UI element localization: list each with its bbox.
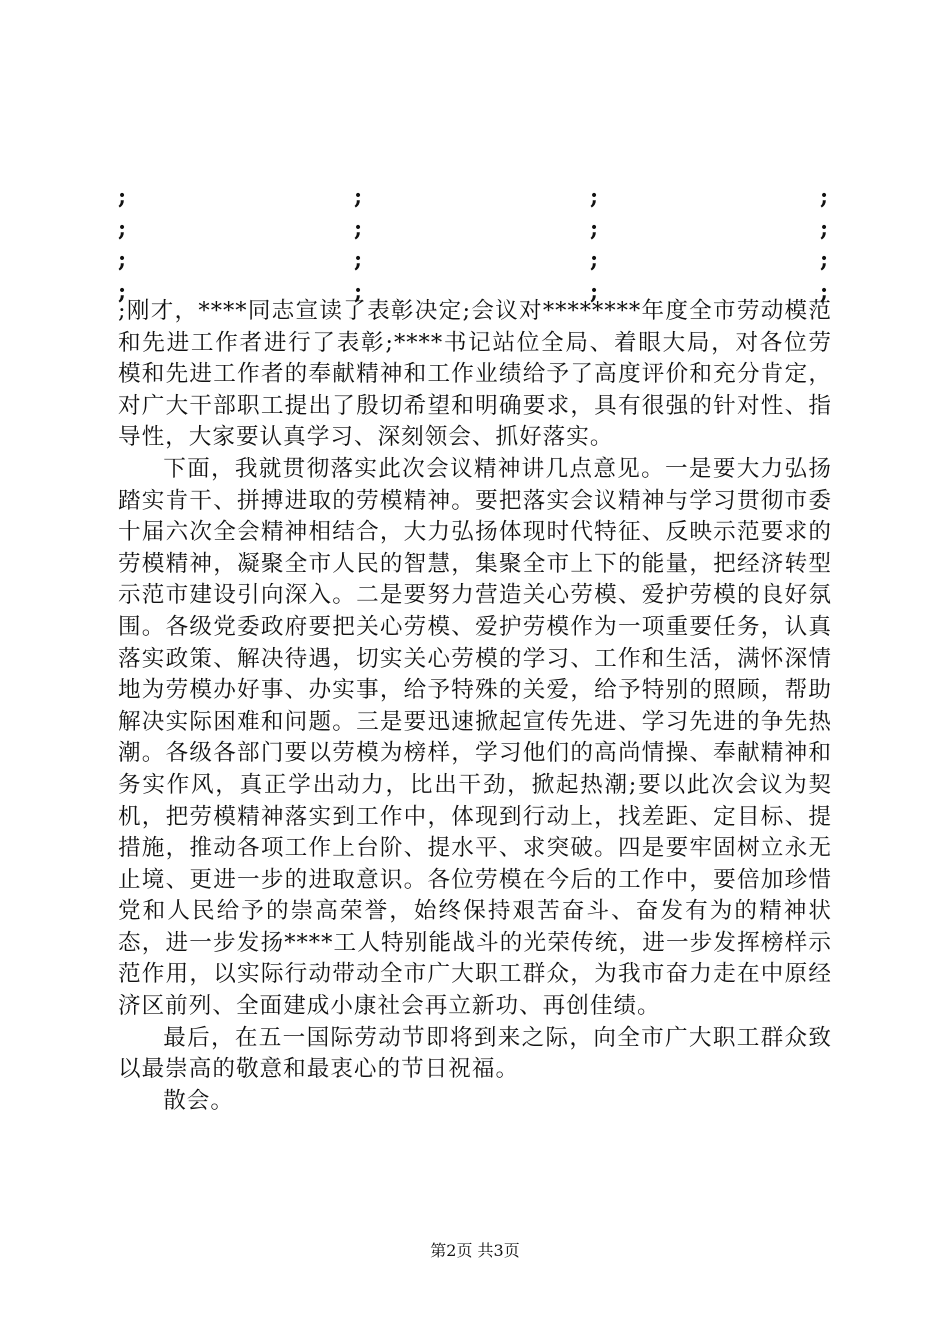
semicolon-mark: ; <box>820 184 829 210</box>
semicolon-grid <box>118 182 832 308</box>
semicolon-row <box>118 245 832 277</box>
semicolon-mark: ; <box>590 247 599 273</box>
semicolon-row <box>118 182 832 214</box>
semicolon-mark: ; <box>118 278 127 305</box>
semicolon-mark: ; <box>118 184 127 210</box>
speech-body <box>118 296 832 1117</box>
paragraph-opening: ;刚才，****同志宣读了表彰决定;会议对********年度全市劳动模范和先进工作者进行了表彰;****书记站位全局、着眼大局，对各位劳模和先进工作者的奉献精神和工作业绩给予了高度评价和充分肯定，对广大干部职工提出了殷切希望和明确要求，具有很强的针对性、指导性，大家要认真学习、深刻领会、抓好落实。 <box>118 298 832 451</box>
semicolon-mark: ; <box>820 247 829 273</box>
paragraph-closing: 最后，在五一国际劳动节即将到来之际，向全市广大职工群众致以最崇高的敬意和最衷心的节日祝福。 <box>118 1024 832 1083</box>
semicolon-mark: ; <box>820 215 829 242</box>
paragraph-adjourn: 散会。 <box>163 1087 234 1114</box>
semicolon-mark: ; <box>118 215 127 242</box>
paragraph-opinions: 下面，我就贯彻落实此次会议精神讲几点意见。一是要大力弘扬踏实肯干、拼搏进取的劳模精神。要把落实会议精神与学习贯彻市委十届六次全会精神相结合，大力弘扬体现时代特征、反映示范要求的劳模精神，凝聚全市人民的智慧，集聚全市上下的能量，把经济转型示范市建设引向深入。二是要努力营造关心劳模、爱护劳模的良好氛围。各级党委政府要把关心劳模、爱护劳模作为一项重要任务，认真落实政策、解决待遇，切实关心劳模的学习、工作和生活，满怀深情地为劳模办好事、办实事，给予特殊的关爱，给予特别的照顾，帮助解决实际困难和问题。三是要迅速掀起宣传先进、学习先进的争先热潮。各级各部门要以劳模为榜样，学习他们的高尚情操、奉献精神和务实作风，真正学出动力，比出干劲，掀起热潮;要以此次会议为契机，把劳模精神落实到工作中，体现到行动上，找差距、定目标、提措施，推动各项工作上台阶、提水平、求突破。四是要牢固树立永无止境、更进一步的进取意识。各位劳模在今后的工作中，要倍加珍惜党和人民给予的崇高荣誉，始终保持艰苦奋斗、奋发有为的精神状态，进一步发扬****工人特别能战斗的光荣传统，进一步发挥榜样示范作用，以实际行动带动全市广大职工群众，为我市奋力走在中原经济区前列、全面建成小康社会再立新功、再创佳绩。 <box>118 455 832 1020</box>
semicolon-mark: ; <box>590 215 599 242</box>
semicolon-mark: ; <box>820 278 829 305</box>
semicolon-mark: ; <box>118 247 127 273</box>
semicolon-mark: ; <box>590 184 599 210</box>
semicolon-mark: ; <box>354 278 363 305</box>
semicolon-mark: ; <box>354 215 363 242</box>
page-number-footer: 第2页 共3页 <box>430 1241 520 1260</box>
semicolon-mark: ; <box>354 247 363 273</box>
semicolon-row <box>118 214 832 246</box>
semicolon-mark: ; <box>590 278 599 305</box>
semicolon-mark: ; <box>354 184 363 210</box>
